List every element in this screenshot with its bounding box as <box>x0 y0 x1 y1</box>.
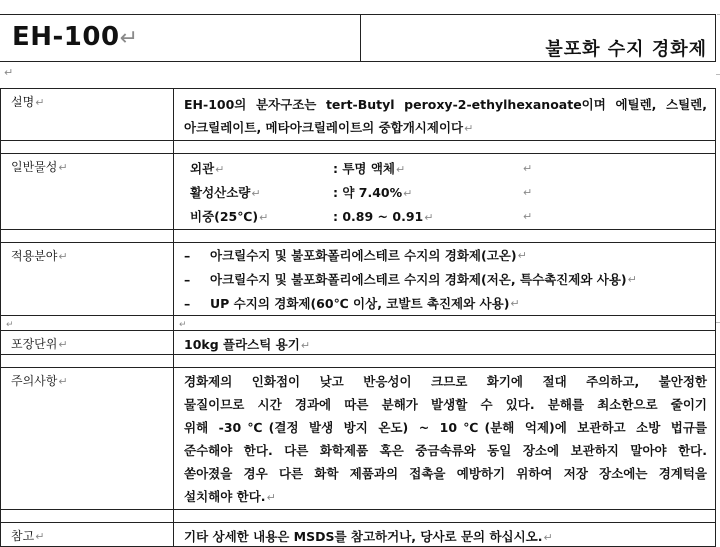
packaging-label: 포장단위↵ <box>1 331 174 355</box>
reference-label: 참고↵ <box>1 523 174 547</box>
spacer-row <box>1 230 716 243</box>
caution-line: 물질이므로 시간 경과에 따른 분해가 발생할 수 있다. 분해를 최소한으로 줄이기 <box>184 397 707 412</box>
description-line: 아크릴레이트, 메타아크릴레이트의 중합개시제이다↵ <box>184 120 474 135</box>
property-item: 외관↵ : 투명 액체↵ ↵ <box>190 161 533 176</box>
description-label: 설명↵ <box>1 89 174 141</box>
product-cell <box>0 15 361 61</box>
product-category: 불포화 수지 경화제 <box>545 39 707 60</box>
application-item: – 아크릴수지 및 불포화폴리에스테르 수지의 경화제(고온) ↵ <box>184 247 527 263</box>
caution-value <box>174 368 716 510</box>
packaging-value: 10kg 플라스틱 용기↵ <box>174 331 716 355</box>
properties-value <box>174 154 716 230</box>
properties-label: 일반물성↵ <box>1 154 174 230</box>
properties-row <box>1 154 716 230</box>
spacer-row: ↵ ↵ <box>1 316 716 331</box>
application-item: – UP 수지의 경화제(60℃ 이상, 코발트 촉진제와 사용) ↵ <box>184 295 520 311</box>
applications-label: 적용분야↵ <box>1 243 174 316</box>
property-item: 비중(25℃)↵ : 0.89 ~ 0.91↵ ↵ <box>190 208 533 224</box>
reference-row <box>1 523 716 547</box>
caution-line: 위해 -30℃(결정 발생 방지 온도) ~ 10℃(분해 억제)에 보관하고 소방 법규를 <box>184 420 707 435</box>
spacer-row <box>1 141 716 154</box>
caution-label: 주의사항↵ <box>1 368 174 510</box>
application-item: – 아크릴수지 및 불포화폴리에스테르 수지의 경화제(저온, 특수촉진제와 사용) ↵ <box>184 271 637 287</box>
spacer-row <box>1 355 716 368</box>
reference-value: 기타 상세한 내용은 MSDS를 참고하거나, 당사로 문의 하십시오.↵ <box>174 523 716 547</box>
document-header <box>0 14 716 62</box>
description-value <box>174 89 716 141</box>
spacer-row <box>1 510 716 523</box>
caution-line: 경화제의 인화점이 낮고 반응성이 크므로 화기에 절대 주의하고, 불안정한 <box>184 374 707 389</box>
packaging-row <box>1 331 716 355</box>
description-line: EH-100의 분자구조는 tert-Butyl peroxy-2-ethylhexanoate이며 에틸렌, 스틸렌, <box>184 97 707 112</box>
spec-table <box>0 88 716 547</box>
margin-mark <box>716 74 720 75</box>
product-name: EH-100↵ <box>12 22 139 52</box>
page-corner-mark <box>680 0 720 15</box>
paragraph-mark: ↵ <box>4 66 14 79</box>
margin-mark <box>716 322 720 323</box>
property-item: 활성산소량↵ : 약 7.40%↵ ↵ <box>190 185 533 200</box>
caution-line: 쏟아졌을 경우 다른 화학 제품과의 접촉을 예방하기 위하여 저장 장소에는 경계턱을 <box>184 466 707 481</box>
caution-line: 준수해야 한다. 다른 화학제품 혹은 중금속류와 동일 장소에 보관하지 말아야 한다. <box>184 443 707 458</box>
caution-row <box>1 368 716 510</box>
applications-row <box>1 243 716 316</box>
applications-value <box>174 243 716 316</box>
description-row <box>1 89 716 141</box>
caution-line: 설치해야 한다.↵ <box>184 489 276 504</box>
